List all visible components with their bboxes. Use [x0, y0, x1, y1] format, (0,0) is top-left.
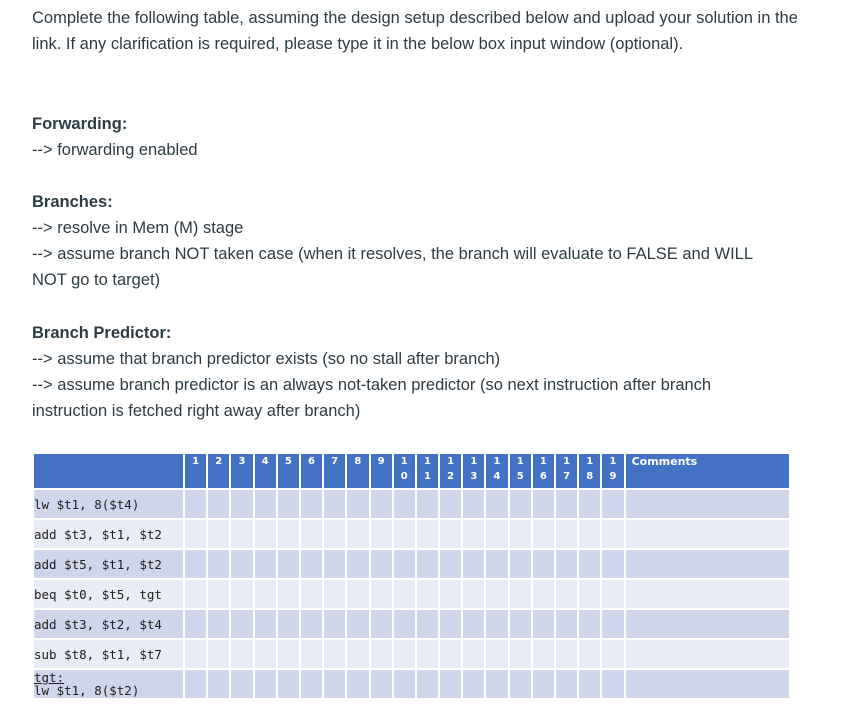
header-row	[33, 453, 790, 489]
stage-cell[interactable]	[184, 609, 207, 639]
cycle-digit: 1	[539, 456, 547, 467]
stage-cell[interactable]	[485, 519, 508, 549]
stage-cell[interactable]	[578, 489, 601, 519]
stage-cell[interactable]	[300, 639, 323, 669]
stage-cell[interactable]	[346, 579, 369, 609]
branches-line: --> assume branch NOT taken case (when it resolves, the branch will evaluate to FALSE and WILL	[32, 245, 754, 263]
stage-cell[interactable]	[555, 549, 578, 579]
stage-cell[interactable]	[184, 579, 207, 609]
cycle-header	[254, 453, 277, 489]
stage-cell[interactable]	[254, 519, 277, 549]
cycle-digit: 7	[563, 471, 571, 482]
forwarding-heading: Forwarding:	[32, 115, 128, 133]
stage-cell[interactable]	[370, 609, 393, 639]
table-row	[33, 549, 790, 579]
stage-cell[interactable]	[439, 489, 462, 519]
stage-cell[interactable]	[601, 639, 624, 669]
stage-cell[interactable]	[370, 549, 393, 579]
stage-cell[interactable]	[462, 549, 485, 579]
stage-cell[interactable]	[277, 609, 300, 639]
stage-cell[interactable]	[578, 609, 601, 639]
instruction-text: beq $t0, $t5, tgt	[34, 586, 162, 602]
stage-cell[interactable]	[578, 669, 601, 699]
stage-cell[interactable]	[346, 519, 369, 549]
stage-cell[interactable]	[346, 669, 369, 699]
branches-line: NOT go to target)	[32, 271, 161, 289]
stage-cell[interactable]	[578, 579, 601, 609]
stage-cell[interactable]	[254, 489, 277, 519]
cycle-digit: 1	[447, 456, 455, 467]
instruction-text: lw $t1, 8($t2)	[34, 683, 140, 698]
stage-cell[interactable]	[300, 549, 323, 579]
stage-cell[interactable]	[393, 579, 416, 609]
cycle-header	[532, 453, 555, 489]
stage-cell[interactable]	[416, 669, 439, 699]
stage-cell[interactable]	[254, 579, 277, 609]
cycle-header	[277, 453, 300, 489]
branches-heading: Branches:	[32, 193, 113, 211]
pipeline-table	[32, 452, 791, 700]
forwarding-line: --> forwarding enabled	[32, 141, 198, 159]
stage-cell[interactable]	[462, 519, 485, 549]
stage-cell[interactable]	[370, 639, 393, 669]
predictor-line: --> assume that branch predictor exists (so no stall after branch)	[32, 350, 501, 368]
instruction-cell	[33, 579, 184, 609]
stage-cell[interactable]	[230, 669, 253, 699]
stage-cell[interactable]	[601, 519, 624, 549]
stage-cell[interactable]	[485, 579, 508, 609]
stage-cell[interactable]	[230, 609, 253, 639]
cycle-digit: 3	[470, 471, 478, 482]
stage-cell[interactable]	[254, 669, 277, 699]
stage-cell[interactable]	[323, 639, 346, 669]
cycle-digit: 8	[586, 471, 594, 482]
cycle-digit: 1	[563, 456, 571, 467]
stage-cell[interactable]	[416, 609, 439, 639]
table-row	[33, 519, 790, 549]
stage-cell[interactable]	[323, 519, 346, 549]
table-row	[33, 579, 790, 609]
cycle-header	[439, 453, 462, 489]
cycle-digit: 4	[261, 456, 269, 467]
stage-cell[interactable]	[601, 549, 624, 579]
cycle-digit: 8	[354, 456, 362, 467]
branches-section	[32, 189, 822, 293]
instruction-cell	[33, 489, 184, 519]
cycle-digit: 1	[192, 456, 200, 467]
branches-line: --> resolve in Mem (M) stage	[32, 219, 244, 237]
cycle-digit: 4	[493, 471, 501, 482]
stage-cell[interactable]	[439, 549, 462, 579]
instruction-cell	[33, 609, 184, 639]
stage-cell[interactable]	[207, 669, 230, 699]
cycle-header	[346, 453, 369, 489]
stage-cell[interactable]	[370, 669, 393, 699]
stage-cell[interactable]	[462, 639, 485, 669]
intro-text: Complete the following table, assuming the design setup described below and upload your solution in the link. If any clarification is required, please type it in the below box input window (optional).	[32, 9, 798, 53]
stage-cell[interactable]	[509, 489, 532, 519]
stage-cell[interactable]	[300, 579, 323, 609]
cycle-digit: 1	[516, 456, 524, 467]
instruction-text: sub $t8, $t1, $t7	[34, 646, 162, 662]
stage-cell[interactable]	[393, 489, 416, 519]
stage-cell[interactable]	[300, 669, 323, 699]
stage-cell[interactable]	[601, 579, 624, 609]
predictor-line: instruction is fetched right away after branch)	[32, 402, 361, 420]
stage-cell[interactable]	[416, 579, 439, 609]
stage-cell[interactable]	[184, 549, 207, 579]
cycle-digit: 1	[400, 456, 408, 467]
stage-cell[interactable]	[578, 519, 601, 549]
stage-cell[interactable]	[509, 549, 532, 579]
instruction-cell	[33, 639, 184, 669]
stage-cell[interactable]	[601, 669, 624, 699]
stage-cell[interactable]	[416, 549, 439, 579]
stage-cell[interactable]	[184, 519, 207, 549]
instruction-text: add $t5, $t1, $t2	[34, 556, 162, 572]
stage-cell[interactable]	[509, 669, 532, 699]
stage-cell[interactable]	[207, 579, 230, 609]
stage-cell[interactable]	[300, 609, 323, 639]
stage-cell[interactable]	[323, 549, 346, 579]
stage-cell[interactable]	[346, 549, 369, 579]
stage-cell[interactable]	[509, 609, 532, 639]
stage-cell[interactable]	[277, 549, 300, 579]
stage-cell[interactable]	[509, 519, 532, 549]
stage-cell[interactable]	[207, 519, 230, 549]
stage-cell[interactable]	[509, 639, 532, 669]
stage-cell[interactable]	[254, 609, 277, 639]
stage-cell[interactable]	[485, 669, 508, 699]
stage-cell[interactable]	[509, 579, 532, 609]
forwarding-section	[32, 111, 822, 163]
stage-cell[interactable]	[462, 609, 485, 639]
comments-header: Comments	[625, 453, 790, 489]
stage-cell[interactable]	[323, 609, 346, 639]
comment-cell[interactable]	[625, 609, 790, 639]
stage-cell[interactable]	[439, 639, 462, 669]
comment-cell[interactable]	[625, 579, 790, 609]
stage-cell[interactable]	[555, 669, 578, 699]
stage-cell[interactable]	[462, 669, 485, 699]
stage-cell[interactable]	[532, 519, 555, 549]
instruction-text: add $t3, $t2, $t4	[34, 616, 162, 632]
cycle-header	[393, 453, 416, 489]
stage-cell[interactable]	[485, 489, 508, 519]
stage-cell[interactable]	[254, 639, 277, 669]
stage-cell[interactable]	[230, 519, 253, 549]
stage-cell[interactable]	[323, 489, 346, 519]
instruction-text: lw $t1, 8($t4)	[34, 496, 140, 512]
stage-cell[interactable]	[485, 639, 508, 669]
predictor-line: --> assume branch predictor is an always not-taken predictor (so next instruction after branch	[32, 376, 712, 394]
stage-cell[interactable]	[555, 609, 578, 639]
cycle-header	[601, 453, 624, 489]
stage-cell[interactable]	[393, 609, 416, 639]
stage-cell[interactable]	[370, 579, 393, 609]
stage-cell[interactable]	[207, 489, 230, 519]
cycle-digit: 2	[447, 471, 455, 482]
stage-cell[interactable]	[207, 639, 230, 669]
stage-cell[interactable]	[578, 639, 601, 669]
stage-cell[interactable]	[416, 489, 439, 519]
cycle-header	[323, 453, 346, 489]
predictor-heading: Branch Predictor:	[32, 324, 172, 342]
instruction-cell	[33, 519, 184, 549]
cycle-header	[555, 453, 578, 489]
stage-cell[interactable]	[184, 669, 207, 699]
instruction-cell	[33, 549, 184, 579]
stage-cell[interactable]	[230, 579, 253, 609]
cycle-digit: 9	[377, 456, 385, 467]
cycle-header	[370, 453, 393, 489]
stage-cell[interactable]	[416, 639, 439, 669]
target-label: tgt:	[34, 670, 65, 685]
cycle-header	[462, 453, 485, 489]
cycle-digit: 5	[284, 456, 292, 467]
stage-cell[interactable]	[393, 639, 416, 669]
cycle-digit: 1	[609, 456, 617, 467]
cycle-header	[509, 453, 532, 489]
stage-cell[interactable]	[277, 669, 300, 699]
table-row	[33, 489, 790, 519]
stage-cell[interactable]	[393, 549, 416, 579]
stage-cell[interactable]	[230, 549, 253, 579]
cycle-digit: 1	[586, 456, 594, 467]
cycle-header	[578, 453, 601, 489]
stage-cell[interactable]	[601, 609, 624, 639]
stage-cell[interactable]	[555, 579, 578, 609]
instruction-cell	[33, 669, 184, 699]
header-blank-cell	[33, 453, 184, 489]
stage-cell[interactable]	[277, 489, 300, 519]
stage-cell[interactable]	[370, 519, 393, 549]
cycle-digit: 0	[400, 471, 408, 482]
stage-cell[interactable]	[230, 489, 253, 519]
cycle-digit: 9	[609, 471, 617, 482]
stage-cell[interactable]	[532, 489, 555, 519]
stage-cell[interactable]	[555, 489, 578, 519]
stage-cell[interactable]	[370, 489, 393, 519]
cycle-header	[485, 453, 508, 489]
stage-cell[interactable]	[532, 669, 555, 699]
cycle-digit: 7	[331, 456, 339, 467]
stage-cell[interactable]	[207, 609, 230, 639]
stage-cell[interactable]	[277, 639, 300, 669]
stage-cell[interactable]	[416, 519, 439, 549]
cycle-digit: 1	[423, 456, 431, 467]
stage-cell[interactable]	[346, 609, 369, 639]
stage-cell[interactable]	[254, 549, 277, 579]
stage-cell[interactable]	[277, 519, 300, 549]
cycle-digit: 1	[423, 471, 431, 482]
stage-cell[interactable]	[207, 549, 230, 579]
stage-cell[interactable]	[462, 579, 485, 609]
cycle-header	[184, 453, 207, 489]
comment-cell[interactable]	[625, 669, 790, 699]
cycle-header	[207, 453, 230, 489]
stage-cell[interactable]	[532, 579, 555, 609]
stage-cell[interactable]	[300, 489, 323, 519]
cycle-header	[230, 453, 253, 489]
cycle-digit: 6	[539, 471, 547, 482]
instruction-text: add $t3, $t1, $t2	[34, 526, 162, 542]
cycle-digit: 6	[308, 456, 316, 467]
stage-cell[interactable]	[532, 549, 555, 579]
stage-cell[interactable]	[184, 639, 207, 669]
stage-cell[interactable]	[439, 609, 462, 639]
stage-cell[interactable]	[184, 489, 207, 519]
stage-cell[interactable]	[532, 639, 555, 669]
stage-cell[interactable]	[439, 579, 462, 609]
stage-cell[interactable]	[323, 669, 346, 699]
comment-cell[interactable]	[625, 519, 790, 549]
table-row	[33, 669, 790, 699]
table-row	[33, 639, 790, 669]
stage-cell[interactable]	[532, 609, 555, 639]
stage-cell[interactable]	[439, 519, 462, 549]
cycle-digit: 2	[215, 456, 223, 467]
stage-cell[interactable]	[393, 669, 416, 699]
stage-cell[interactable]	[601, 489, 624, 519]
stage-cell[interactable]	[230, 639, 253, 669]
cycle-digit: 3	[238, 456, 246, 467]
cycle-digit: 1	[470, 456, 478, 467]
cycle-digit: 5	[516, 471, 524, 482]
cycle-header	[416, 453, 439, 489]
stage-cell[interactable]	[323, 579, 346, 609]
stage-cell[interactable]	[393, 519, 416, 549]
stage-cell[interactable]	[555, 519, 578, 549]
stage-cell[interactable]	[555, 639, 578, 669]
stage-cell[interactable]	[485, 549, 508, 579]
stage-cell[interactable]	[346, 489, 369, 519]
comment-cell[interactable]	[625, 639, 790, 669]
comment-cell[interactable]	[625, 549, 790, 579]
stage-cell[interactable]	[439, 669, 462, 699]
stage-cell[interactable]	[346, 639, 369, 669]
cycle-header	[300, 453, 323, 489]
table-row	[33, 609, 790, 639]
stage-cell[interactable]	[578, 549, 601, 579]
stage-cell[interactable]	[277, 579, 300, 609]
comment-cell[interactable]	[625, 489, 790, 519]
predictor-section	[32, 320, 822, 424]
stage-cell[interactable]	[300, 519, 323, 549]
stage-cell[interactable]	[485, 609, 508, 639]
cycle-digit: 1	[493, 456, 501, 467]
stage-cell[interactable]	[462, 489, 485, 519]
